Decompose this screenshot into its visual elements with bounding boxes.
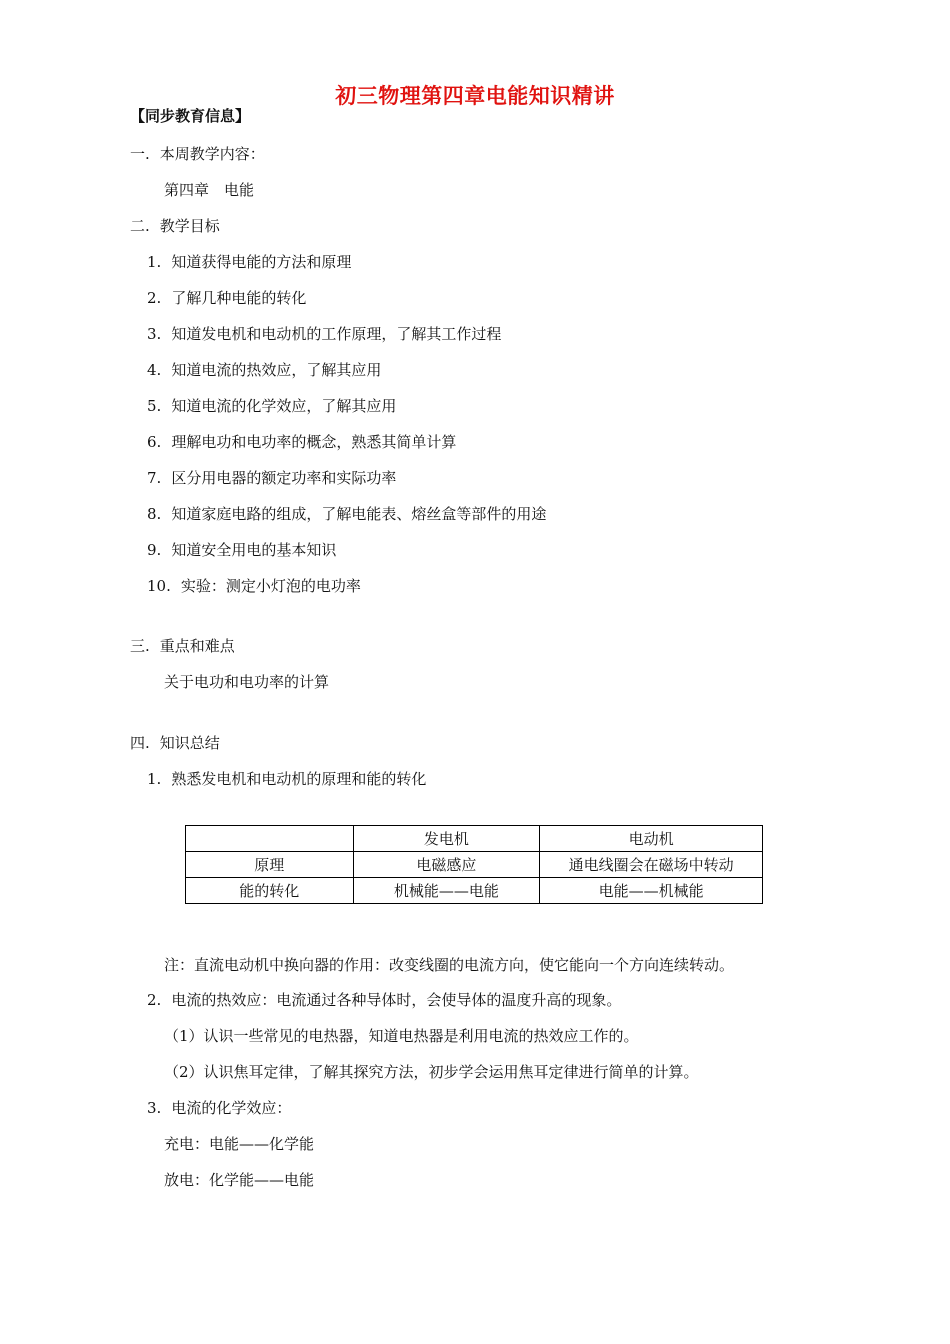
section-title: 知识总结 [159,734,220,752]
section-3-content: 关于电功和电功率的计算 [164,673,330,691]
item-number: 1. [147,253,162,271]
table-cell: 能的转化 [186,878,354,904]
item-text: 了解几种电能的转化 [171,289,307,307]
section-number: 三. [130,637,150,655]
table-cell: 电磁感应 [353,852,540,878]
item-number: 8. [147,505,162,523]
table-header-cell: 发电机 [353,826,540,852]
section-2-heading [130,216,220,236]
table-cell: 机械能——电能 [353,878,540,904]
item-text: 区分用电器的额定功率和实际功率 [171,469,397,487]
section-title: 本周教学内容： [159,145,265,163]
item-number: 10. [147,577,171,595]
objective-item [147,288,306,308]
sub-item-2: （2）认识焦耳定律，了解其探究方法，初步学会运用焦耳定律进行简单的计算。 [164,1063,699,1081]
section-number: 四. [130,734,150,752]
item-text: 熟悉发电机和电动机的原理和能的转化 [171,770,427,788]
item-number: 5. [147,397,162,415]
table-header-cell: 电动机 [540,826,763,852]
item-text: 知道电流的化学效应，了解其应用 [171,397,397,415]
item-number: 3. [147,1099,162,1117]
item-number: 2. [147,289,162,307]
section-title: 教学目标 [159,217,220,235]
objective-item [147,252,351,272]
objective-item [147,432,456,452]
objective-item [147,360,381,380]
sub-item-1: （1）认识一些常见的电热器，知道电热器是利用电流的热效应工作的。 [164,1027,639,1045]
objective-item [147,468,396,488]
section-title: 重点和难点 [159,637,235,655]
header-tag: 【同步教育信息】 [130,107,251,125]
item-number: 9. [147,541,162,559]
table-row [186,878,763,904]
item-number: 7. [147,469,162,487]
section-1-content: 第四章 电能 [164,181,255,199]
objective-item [147,504,546,524]
item-number: 6. [147,433,162,451]
item-text: 知道家庭电路的组成，了解电能表、熔丝盒等部件的用途 [171,505,547,523]
item-text: 知道发电机和电动机的工作原理，了解其工作过程 [171,325,502,343]
note-text: 注：直流电动机中换向器的作用：改变线圈的电流方向，使它能向一个方向连续转动。 [164,956,735,974]
item-number: 2. [147,991,162,1009]
objective-item [147,324,501,344]
item-text: 知道电流的热效应，了解其应用 [171,361,382,379]
table-row [186,852,763,878]
document-title: 初三物理第四章电能知识精讲 [335,84,615,108]
item-text: 电流的热效应：电流通过各种导体时，会使导体的温度升高的现象。 [171,991,622,1009]
item-text: 知道安全用电的基本知识 [171,541,337,559]
summary-item-2 [147,990,621,1010]
item-number: 1. [147,770,162,788]
item-text: 实验：测定小灯泡的电功率 [180,577,361,595]
objective-item [147,540,336,560]
summary-item-3 [147,1098,291,1118]
item-number: 4. [147,361,162,379]
summary-item-1 [147,769,426,789]
objective-item [147,396,396,416]
table-cell: 通电线圈会在磁场中转动 [540,852,763,878]
section-4-heading [130,733,220,753]
section-number: 二. [130,217,150,235]
table-header-cell [186,826,354,852]
comparison-table [185,825,763,904]
section-number: 一. [130,145,150,163]
section-3-heading [130,636,235,656]
item-text: 理解电功和电功率的概念，熟悉其简单计算 [171,433,457,451]
objective-item [147,576,361,596]
table-cell: 原理 [186,852,354,878]
table-cell: 电能——机械能 [540,878,763,904]
section-1-heading [130,144,265,164]
table-header-row [186,826,763,852]
item-text: 知道获得电能的方法和原理 [171,253,352,271]
discharge-line: 放电：化学能——电能 [164,1171,315,1189]
item-number: 3. [147,325,162,343]
item-text: 电流的化学效应： [171,1099,292,1117]
charge-line: 充电：电能——化学能 [164,1135,315,1153]
